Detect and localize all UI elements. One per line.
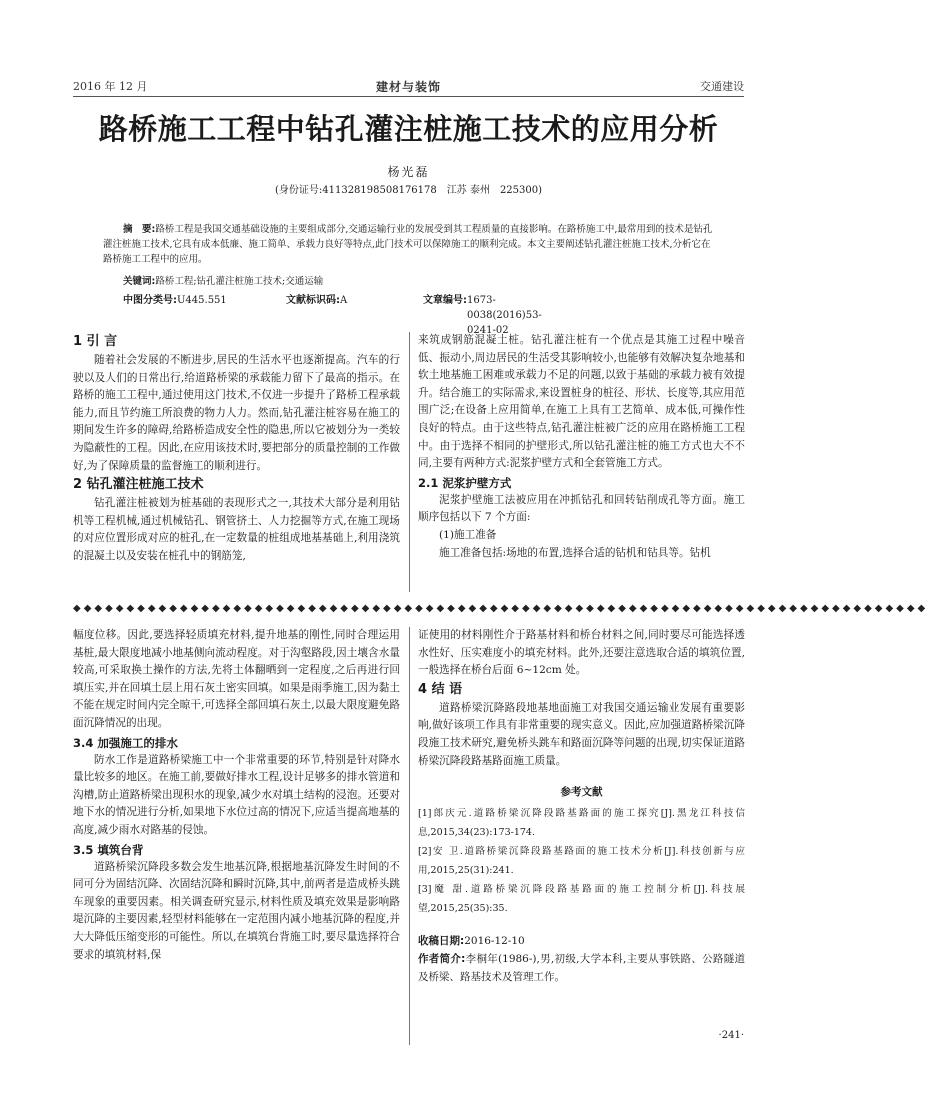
section-3-5-paragraph: 道路桥梁沉降段多数会发生地基沉降,根据地基沉降发生时间的不同可分为固结沉降、次固结沉降和瞬时沉降,其中,前两者是造成桥头跳车现象的重要因素。相关调查研究显示,材料性质及填充效果是影响路堤沉降的主要因素,轻型材料能够在一定范围内减小地基沉降的程度,并大大降低压缩变形的可能性。所以,在填筑台背施工时,要尽量选择符合要求的填筑材料,保: [73, 860, 400, 961]
header-date: 2016 年 12 月: [73, 80, 148, 93]
section-4-heading: 4 结 语: [418, 681, 463, 697]
article-number-label: 文章编号:: [423, 295, 467, 306]
author-bio-label: 作者简介:: [418, 952, 466, 965]
received-label: 收稿日期:: [418, 934, 465, 947]
doc-code-value: A: [340, 295, 348, 306]
section-3-4-heading: 3.4 加强施工的排水: [73, 735, 178, 750]
section-3-5-heading: 3.5 填筑台背: [73, 842, 144, 857]
section-4-paragraph: 道路桥梁沉降路段地基地面施工对我国交通运输业发展有重要影响,做好该项工作具有非常重要的现实意义。因此,应加强道路桥梁沉降段施工技术研究,避免桥头跳车和路面沉降等问题的出现,切实保证道路桥梁沉降段路基路面施工质量。: [418, 701, 745, 767]
received-date: [418, 932, 745, 950]
doc-code-label: 文献标识码:: [286, 295, 340, 306]
section-3-4-paragraph: 防水工作是道路桥梁施工中一个非常重要的环节,特别是针对降水量比较多的地区。在施工前,要做好排水工程,设计足够多的排水管道和沟槽,防止道路桥梁出现积水的现象,减少水对填土结构的浸泡。还要对地下水的情况进行分析,如果地下水位过高的情况下,应适当提高地基的高度,减少雨水对路基的侵蚀。: [73, 753, 400, 836]
section-2-1-heading: 2.1 泥浆护壁方式: [418, 475, 512, 490]
column-divider-bottom: [409, 627, 410, 1045]
header-section: 交通建设: [700, 80, 744, 93]
header-rule: [73, 96, 744, 97]
keywords-label: 关键词:: [123, 276, 156, 287]
column-top-left: [73, 332, 400, 566]
keywords: [123, 274, 713, 289]
author-affiliation: (身份证号:411328198508176178 江苏 泰州 225300): [274, 185, 543, 196]
author-name: 杨光磊: [387, 165, 430, 179]
section-2-1-paragraph: 泥浆护壁施工法被应用在冲抓钻孔和回转钻削成孔等方面。施工顺序包括以下 7 个方面:: [418, 493, 745, 524]
column-bottom-right: [418, 627, 745, 986]
clc-label: 中图分类号:: [123, 295, 177, 306]
article-meta: [123, 293, 713, 336]
reference-item-1: [1]郎庆元.道路桥梁沉降段路基路面的施工探究[J].黑龙江科技信息,2015,34(23):173-174.: [418, 807, 745, 838]
section-1-heading: 1 引 言: [73, 334, 118, 349]
section-1-paragraph: 随着社会发展的不断进步,居民的生活水平也逐渐提高。汽车的行驶以及人们的日常出行,给道路桥梁的承载能力留下了最高的指示。在路桥的施工工程中,通过使用这门技术,不仅进一步提升了路桥工程承载能力,而且节约施工所浪费的物力人力。然而,钻孔灌注桩容易在施工的期间发生许多的障碍,给路桥造成安全性的隐患,所以它被划分为一类较为隐蔽性的工程。因此,在应用该技术时,要把部分的质量控制的工作做好,为了保障质量的监督施工的顺利进行。: [73, 354, 400, 472]
abstract: [103, 222, 715, 267]
article-number-value: 1673-0038(2016)53-0241-02: [467, 295, 542, 336]
author-bio-value: 李桐年(1986-),男,初级,大学本科,主要从事铁路、公路隧道及桥梁、路基技术及管理工作。: [418, 952, 746, 983]
article-title: 路桥施工工程中钻孔灌注桩施工技术的应用分析: [98, 112, 719, 146]
column-divider-top: [409, 332, 410, 592]
section-2-heading: 2 钻孔灌注桩施工技术: [73, 477, 204, 493]
article-separator: ◆◆◆◆◆◆◆◆◆◆◆◆◆◆◆◆◆◆◆◆◆◆◆◆◆◆◆◆◆◆◆◆◆◆◆◆◆◆◆◆◆◆◆◆◆◆◆◆◆◆◆◆◆◆◆◆◆◆◆◆◆◆◆◆◆◆◆◆◆◆◆◆◆◆◆◆◆◆◆◆: [73, 603, 928, 614]
abstract-text: 路桥工程是我国交通基础设施的主要组成部分,交通运输行业的发展受到其工程质量的直接影响。在路桥施工中,最常用到的技术是钻孔灌注桩施工技术,它具有成本低廉、施工简单、承载力良好等特点,此门技术可以保障施工的顺利完成。本文主要阐述钻孔灌注桩施工技术,分析它在路桥施工工程中的应用。: [103, 224, 713, 265]
section-3-3-paragraph-continued: 幅度位移。因此,要选择轻质填充材料,提升地基的刚性,同时合理运用基桩,最大限度地减小地基侧向流动程度。对于沟壑路段,因土壤含水量较高,可采取换土操作的方法,先将土体翻晒到一定程度,之后再进行回填压实,并在回填土层上用石灰土密实回填。如果是雨季施工,因为黏土不能在规定时间内完全晾干,可选择全部回填石灰土,以最大限度避免路面沉降情况的出现。: [73, 629, 400, 729]
section-2-paragraph: 钻孔灌注桩被划为桩基础的表现形式之一,其技术大部分是利用钻机等工程机械,通过机械钻孔、钢管挤土、人力挖掘等方式,在施工现场的对应位置形成对应的桩孔,在一定数量的桩组成地基基础上,利用浇筑的混凝土以及安装在桩孔中的钢筋笼,: [73, 497, 400, 562]
author-bio: [418, 950, 745, 986]
reference-item-3: [3]魔 甜.道路桥梁沉降段路基路面的施工控制分析[J].科技展望,2015,25(35):35.: [418, 883, 745, 914]
received-value: 2016-12-10: [464, 934, 525, 947]
clc-value: U445.551: [177, 295, 227, 306]
reference-item-2: [2]安 卫.道路桥梁沉降段路基路面的施工技术分析[J].科技创新与应用,2015,25(31):241.: [418, 845, 745, 876]
keywords-text: 路桥工程;钻孔灌注桩施工技术;交通运输: [155, 276, 324, 287]
journal-name: 建材与装饰: [375, 80, 441, 94]
column-top-right: [418, 332, 745, 562]
references-title: 参考文献: [560, 786, 603, 799]
page-number: ·241·: [718, 1030, 744, 1041]
section-2-1-item-1: (1)施工准备: [439, 528, 497, 541]
abstract-label: 摘 要:: [123, 224, 156, 235]
column-bottom-left: [73, 627, 400, 964]
section-2-1-paragraph-2: 施工准备包括:场地的布置,选择合适的钻机和钻具等。钻机: [439, 546, 711, 559]
section-2-paragraph-continued: 来筑成钢筋混凝土桩。钻孔灌注桩有一个优点是其施工过程中噪音低、振动小,周边居民的生活受其影响较小,也能够有效解决复杂地基和软土地基施工困难或承载力不足的问题,以致于基础的承载力被有效提升。结合施工的实际需求,来设置桩身的桩径、形状、长度等,其应用范围广泛;在设备上应用简单,在施工上具有工艺简单、成本低,可操作性良好的特点。由于这些特点,钻孔灌注桩被广泛的应用在路桥施工工程中。由于选择不相同的护壁形式,所以钻孔灌注桩的施工方式也大不不同,主要有两种方式:泥浆护壁方式和全套管施工方式。: [418, 334, 745, 470]
section-3-5-paragraph-continued: 证使用的材料刚性介于路基材料和桥台材料之间,同时要尽可能选择透水性好、压实难度小的填充材料。此外,还要注意选取合适的填筑位置,一般选择在桥台后面 6~12cm 处。: [418, 629, 745, 677]
